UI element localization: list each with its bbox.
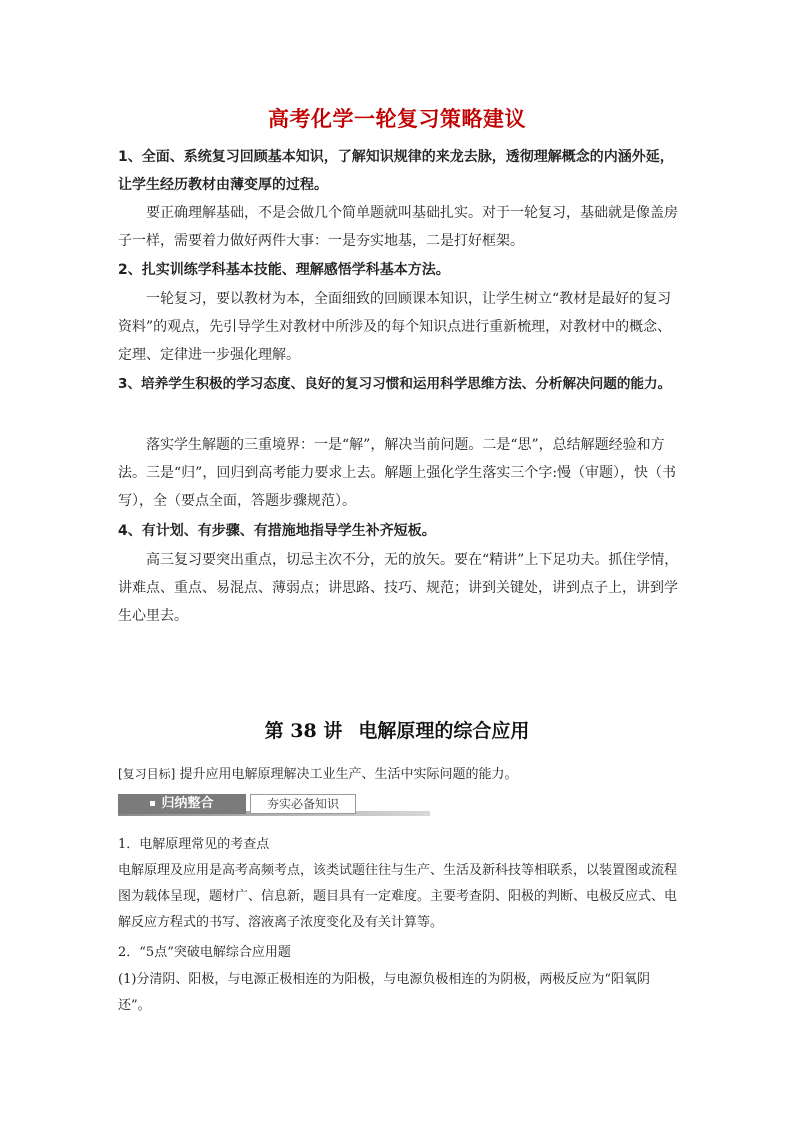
strategy-heading-1: 1、全面、系统复习回顾基本知识，了解知识规律的来龙去脉，透彻理解概念的内涵外延，让学生经历教材由薄变厚的过程。	[118, 149, 674, 193]
strategy-heading-3: 3、培养学生积极的学习态度、良好的复习习惯和运用科学思维方法、分析解决问题的能力。	[118, 376, 672, 392]
strategy-body-3: 落实学生解题的三重境界：一是“解”，解决当前问题。二是“思”，总结解题经验和方法。三是“归”，回归到高考能力要求上去。解题上强化学生落实三个字:慢（审题），快（书写），全（要点全面，答题步骤规范）。	[118, 437, 677, 509]
strategy-body-4: 高三复习要突出重点，切忌主次不分，无的放矢。要在“精讲”上下足功夫。抓住学情，讲难点、重点、易混点、薄弱点；讲思路、技巧、规范；讲到关键处，讲到点子上，讲到学生心里去。	[118, 552, 679, 624]
review-goal	[118, 764, 518, 785]
section-heading-2: 2．“5点”突破电解综合应用题	[118, 945, 291, 960]
banner-dark-text: 归纳整合	[161, 796, 214, 811]
page-title: 高考化学一轮复习策略建议	[268, 107, 526, 131]
strategy-body-2: 一轮复习，要以教材为本，全面细致的回顾课本知识，让学生树立“教材是最好的复习资料”的观点，先引导学生对教材中所涉及的每个知识点进行重新梳理，对教材中的概念、定理、定律进一步强化理解。	[118, 291, 672, 363]
review-goal-text: 提升应用电解原理解决工业生产、生活中实际问题的能力。	[179, 767, 518, 782]
square-bullet-icon	[150, 801, 155, 806]
strategy-body-1: 要正确理解基础，不是会做几个简单题就叫基础扎实。对于一轮复习，基础就是像盖房子一样，需要着力做好两件大事：一是夯实地基，二是打好框架。	[118, 205, 678, 249]
banner-dark-label	[118, 794, 246, 814]
section-banner	[118, 794, 430, 816]
section-body-2: (1)分清阴、阳极，与电源正极相连的为阳极，与电源负极相连的为阴极，两极反应为“阳氧阴还”。	[118, 972, 651, 1013]
lecture-number: 第 38 讲	[264, 720, 343, 742]
section-heading-1: 1．电解原理常见的考查点	[118, 837, 270, 852]
lecture-title	[0, 716, 794, 743]
banner-light-label: 夯实必备知识	[250, 794, 356, 814]
strategy-heading-2: 2、扎实训练学科基本技能、理解感悟学科基本方法。	[118, 262, 450, 278]
review-goal-tag: [复习目标]	[118, 767, 176, 781]
section-body-1: 电解原理及应用是高考高频考点，该类试题往往与生产、生活及新科技等相联系，以装置图或流程图为载体呈现，题材广、信息新，题目具有一定难度。主要考查阴、阳极的判断、电极反应式、电解反应方程式的书写、溶液离子浓度变化及有关计算等。	[118, 863, 678, 930]
lecture-topic: 电解原理的综合应用	[358, 720, 530, 742]
strategy-heading-4: 4、有计划、有步骤、有措施地指导学生补齐短板。	[118, 523, 436, 539]
